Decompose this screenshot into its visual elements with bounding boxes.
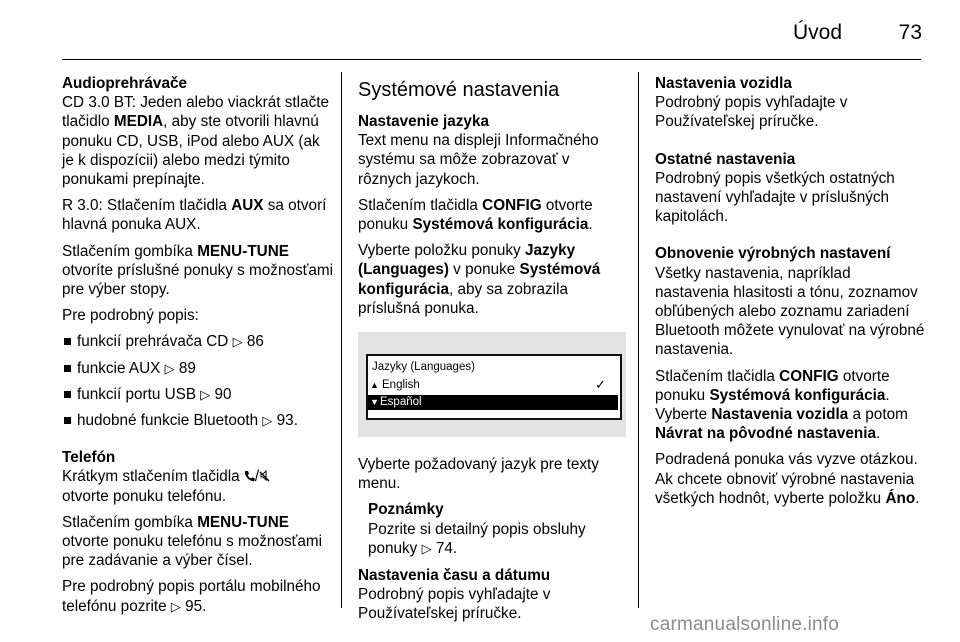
check-icon: ✓ [595, 377, 606, 393]
list-item: funkcie AUX ▷ 89 [62, 359, 334, 378]
menu-item-espanol[interactable]: ▼ Español [368, 395, 618, 410]
reference-list [62, 332, 334, 430]
page-ref-link[interactable]: 86 [246, 333, 264, 351]
heading-audio: Audioprehrávače [62, 75, 187, 92]
heading-time-date: Nastavenia času a dátumu [358, 567, 551, 585]
paragraph: Krátkym stlačením tlačidla / otvorte ponuku telefónu. [62, 467, 334, 505]
watermark: carmanualsonline.info [650, 614, 840, 635]
heading-vehicle: Nastavenia vozidla [655, 75, 792, 92]
section-title: Systémové nastavenia [358, 79, 560, 101]
scroll-down-icon: ▼ [370, 397, 379, 408]
header-rule [62, 59, 921, 60]
column-divider [638, 72, 639, 608]
column-divider [341, 72, 342, 608]
phone-icon [244, 470, 255, 482]
page-ref-icon: ▷ [170, 598, 181, 614]
page-ref-link[interactable]: 74 [435, 539, 453, 557]
paragraph: Vyberte požadovaný jazyk pre texty menu. [358, 456, 599, 493]
paragraph: R 3.0: Stlačením tlačidla AUX sa otvorí hlavná ponuka AUX. [62, 197, 327, 234]
page-number: 73 [898, 21, 922, 44]
scroll-up-icon: ▲ [370, 380, 379, 391]
list-item: funkcií prehrávača CD ▷ 86 [62, 332, 334, 351]
paragraph: Stlačením tlačidla CONFIG otvorte ponuku Systémová konfigurácia. [358, 196, 593, 234]
mute-icon [259, 470, 270, 482]
bullet-icon [64, 391, 71, 398]
paragraph: Všetky nastavenia, napríklad nastavenia hlasitosti a tónu, zoznamov obľúbených alebo zoznamu zariadení Bluetooth môžete vynulovať na výrobné nastavenia. [655, 264, 925, 359]
heading-language: Nastavenie jazyka [358, 113, 489, 130]
page-ref-link[interactable]: 89 [178, 359, 196, 377]
paragraph: Pre podrobný popis portálu mobilného telefónu pozrite ▷ 95. [62, 578, 321, 615]
paragraph: Podrobný popis vyhľadajte v Používateľskej príručke. [358, 586, 551, 623]
paragraph: Pre podrobný popis: [62, 307, 199, 325]
bullet-icon [64, 338, 71, 345]
paragraph: Vyberte položku ponuky Jazyky (Languages) v ponuke Systémová konfigurácia, aby sa zobrazila príslušná ponuka. [358, 242, 601, 317]
page-ref-icon: ▷ [421, 540, 432, 556]
paragraph: Stlačením gombíka MENU-TUNE otvoríte príslušné ponuky s možnosťami pre výber stopy. [62, 242, 334, 299]
page-ref-icon: ▷ [164, 360, 175, 376]
column-right [655, 74, 925, 515]
heading-other: Ostatné nastavenia [655, 150, 796, 168]
column-left [62, 74, 334, 623]
bullet-icon [64, 365, 71, 372]
language-menu [366, 354, 622, 420]
paragraph: Podradená ponuka vás vyzve otázkou. Ak chcete obnoviť výrobné nastavenia všetkých hodnôt, vyberte položku Áno. [655, 451, 920, 507]
page-ref-icon: ▷ [200, 386, 211, 402]
menu-item-english[interactable]: ▲ English ✓ [370, 377, 606, 393]
paragraph: CD 3.0 BT: Jeden alebo viackrát stlačte tlačidlo MEDIA, aby ste otvorili hlavnú ponuku CD, USB, iPod alebo AUX (ak je k dispozícii) alebo medzi týmito ponukami prepínajte. [62, 94, 329, 189]
list-item: hudobné funkcie Bluetooth ▷ 93. [62, 411, 334, 430]
page-header [0, 20, 960, 50]
bullet-icon [64, 417, 71, 424]
paragraph: Podrobný popis všetkých ostatných nastavení vyhľadajte v príslušných kapitolách. [655, 169, 895, 226]
list-item: funkcií portu USB ▷ 90 [62, 385, 334, 404]
paragraph: Stlačením gombíka MENU-TUNE otvorte ponuku telefónu s možnosťami pre zadávanie a výber čísel. [62, 513, 322, 570]
column-middle [358, 74, 626, 631]
paragraph: Stlačením tlačidla CONFIG otvorte ponuku Systémová konfigurácia. Vyberte Nastavenia vozidla a potom Návrat na pôvodné nastavenia. [655, 367, 908, 443]
paragraph: Text menu na displeji Informačného systému sa môže zobrazovať v rôznych jazykoch. [358, 132, 599, 188]
page-title: Úvod [792, 21, 842, 44]
page-ref-link[interactable]: 93 [276, 412, 294, 430]
note-text: Pozrite si detailný popis obsluhy ponuky ▷ 74. [368, 520, 586, 557]
menu-title: Jazyky (Languages) [372, 361, 475, 374]
heading-phone: Telefón [62, 449, 116, 467]
page-ref-link[interactable]: 95 [185, 597, 203, 615]
page-ref-link[interactable]: 90 [214, 385, 232, 403]
note-heading: Poznámky [368, 501, 444, 519]
display-screenshot [358, 332, 626, 437]
page-ref-icon: ▷ [232, 334, 243, 350]
paragraph: Podrobný popis vyhľadajte v Používateľskej príručke. [655, 94, 848, 131]
page-ref-icon: ▷ [262, 413, 273, 429]
note-box [358, 500, 626, 558]
heading-factory: Obnovenie výrobných nastavení [655, 245, 891, 263]
